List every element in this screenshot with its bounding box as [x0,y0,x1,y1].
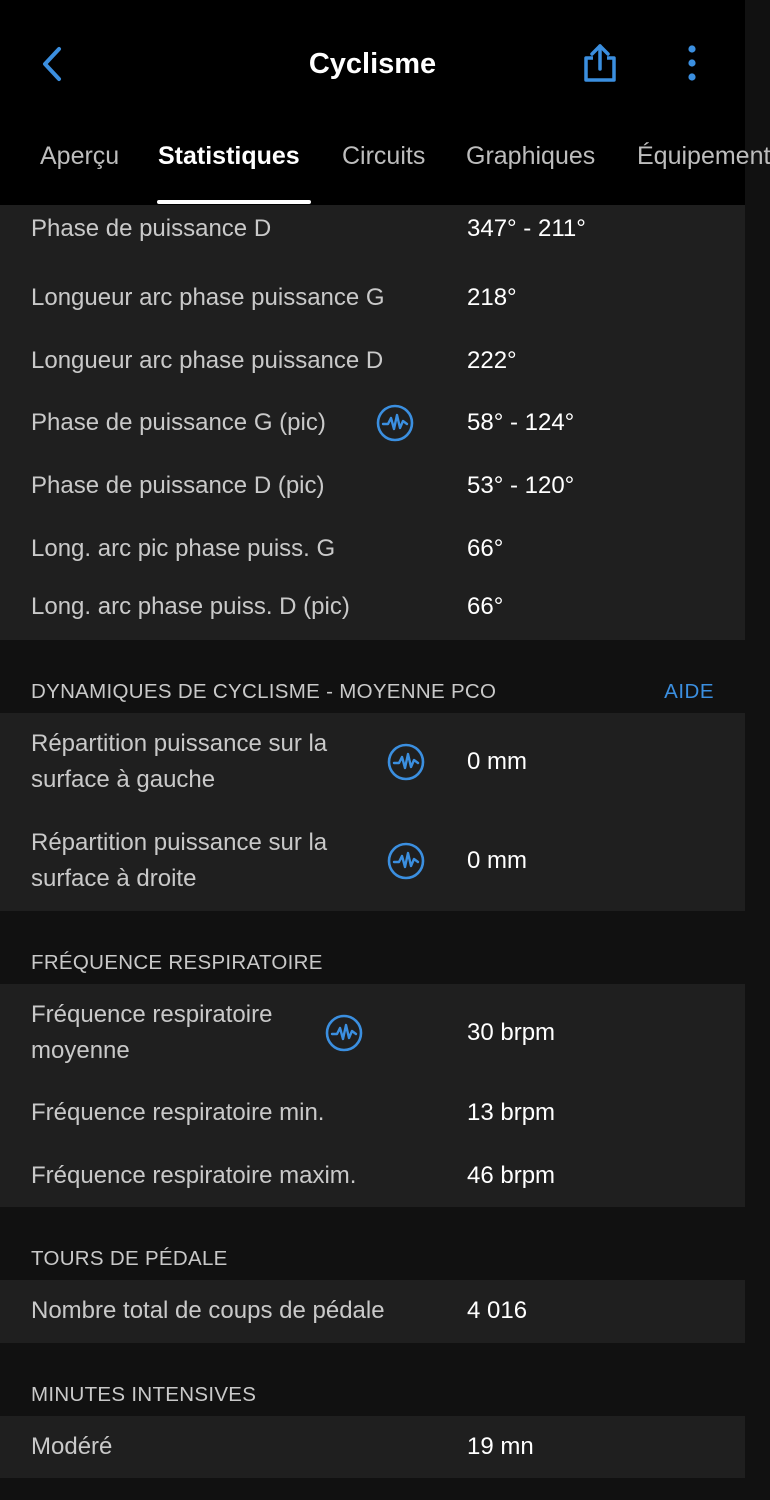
stat-row [0,1145,745,1208]
stat-value: 19 mn [467,1433,534,1461]
stat-row [0,812,745,911]
help-link[interactable]: AIDE [664,679,714,703]
stat-row [0,713,745,812]
stat-label: Long. arc phase puiss. D (pic) [31,592,350,620]
stat-label: Phase de puissance D (pic) [31,472,325,500]
tab-statistiques[interactable]: Statistiques [158,142,300,170]
activity-graph-icon[interactable] [387,842,425,880]
stat-label: Longueur arc phase puissance G [31,284,385,312]
stat-label: Phase de puissance D [31,215,272,242]
stat-value: 66° [467,592,504,620]
stat-value: 222° [467,346,517,374]
activity-graph-icon[interactable] [325,1014,363,1052]
stat-value: 66° [467,534,504,562]
stat-row [0,1416,745,1479]
respiration-card [0,984,745,1207]
share-icon [582,43,618,83]
stat-value: 53° - 120° [467,472,575,500]
section-header-respiration [0,911,745,984]
pedal-strokes-card [0,1280,745,1343]
chevron-left-icon [40,46,64,82]
more-options-button[interactable] [672,40,712,86]
section-title: FRÉQUENCE RESPIRATOIRE [31,950,323,974]
stat-value: 4 016 [467,1297,528,1325]
section-title: TOURS DE PÉDALE [31,1247,228,1271]
stat-label: Répartition puissance sur la surface à droite [31,829,328,893]
stat-row [0,1082,745,1145]
stat-row [0,267,745,330]
stat-label: Fréquence respiratoire moyenne [31,1000,273,1064]
activity-graph-icon[interactable] [376,404,414,442]
stat-row [0,580,745,640]
stat-label: Modéré [31,1433,113,1461]
stat-value: 218° [467,284,517,312]
stat-row [0,330,745,393]
stat-label: Nombre total de coups de pédale [31,1297,385,1325]
top-app-bar [0,0,770,205]
section-header-pedal-strokes [0,1207,745,1280]
stat-label: Fréquence respiratoire maxim. [31,1161,357,1189]
tab-apercu[interactable]: Aperçu [40,142,120,170]
stat-row [0,392,745,455]
stat-label: Répartition puissance sur la surface à gauche [31,730,328,794]
stat-value: 13 brpm [467,1099,556,1127]
tab-graphiques[interactable]: Graphiques [466,142,596,170]
section-title: DYNAMIQUES DE CYCLISME - MOYENNE PCO [31,679,497,703]
stat-value: 58° - 124° [467,409,575,437]
activity-graph-icon[interactable] [387,743,425,781]
stat-value: 0 mm [467,847,527,875]
stat-row [0,1280,745,1343]
tab-circuits[interactable]: Circuits [342,142,426,170]
stat-row [0,455,745,518]
section-header-cycling-dynamics [0,640,745,713]
tab-equipement[interactable]: Équipement [637,142,770,170]
cycling-dynamics-card [0,713,745,911]
stat-row [0,517,745,580]
section-header-intensity-minutes [0,1343,745,1416]
statistics-scroll-view[interactable] [0,205,745,1500]
stat-value: 0 mm [467,748,527,776]
share-button[interactable] [578,40,622,86]
back-button[interactable] [34,44,70,84]
stat-label: Longueur arc phase puissance D [31,346,384,374]
stat-value: 30 brpm [467,1018,556,1046]
stat-label: Long. arc pic phase puiss. G [31,534,336,562]
stat-label: Fréquence respiratoire min. [31,1099,325,1127]
intensity-minutes-card [0,1416,745,1479]
stat-value: 46 brpm [467,1161,556,1189]
stat-value: 347° - 211° [467,215,586,242]
stat-row [0,984,745,1082]
more-vertical-icon [686,43,698,83]
power-phase-card [0,205,745,640]
stat-label: Phase de puissance G (pic) [31,409,326,437]
section-title: MINUTES INTENSIVES [31,1382,257,1406]
page-title: Cyclisme [308,48,437,80]
